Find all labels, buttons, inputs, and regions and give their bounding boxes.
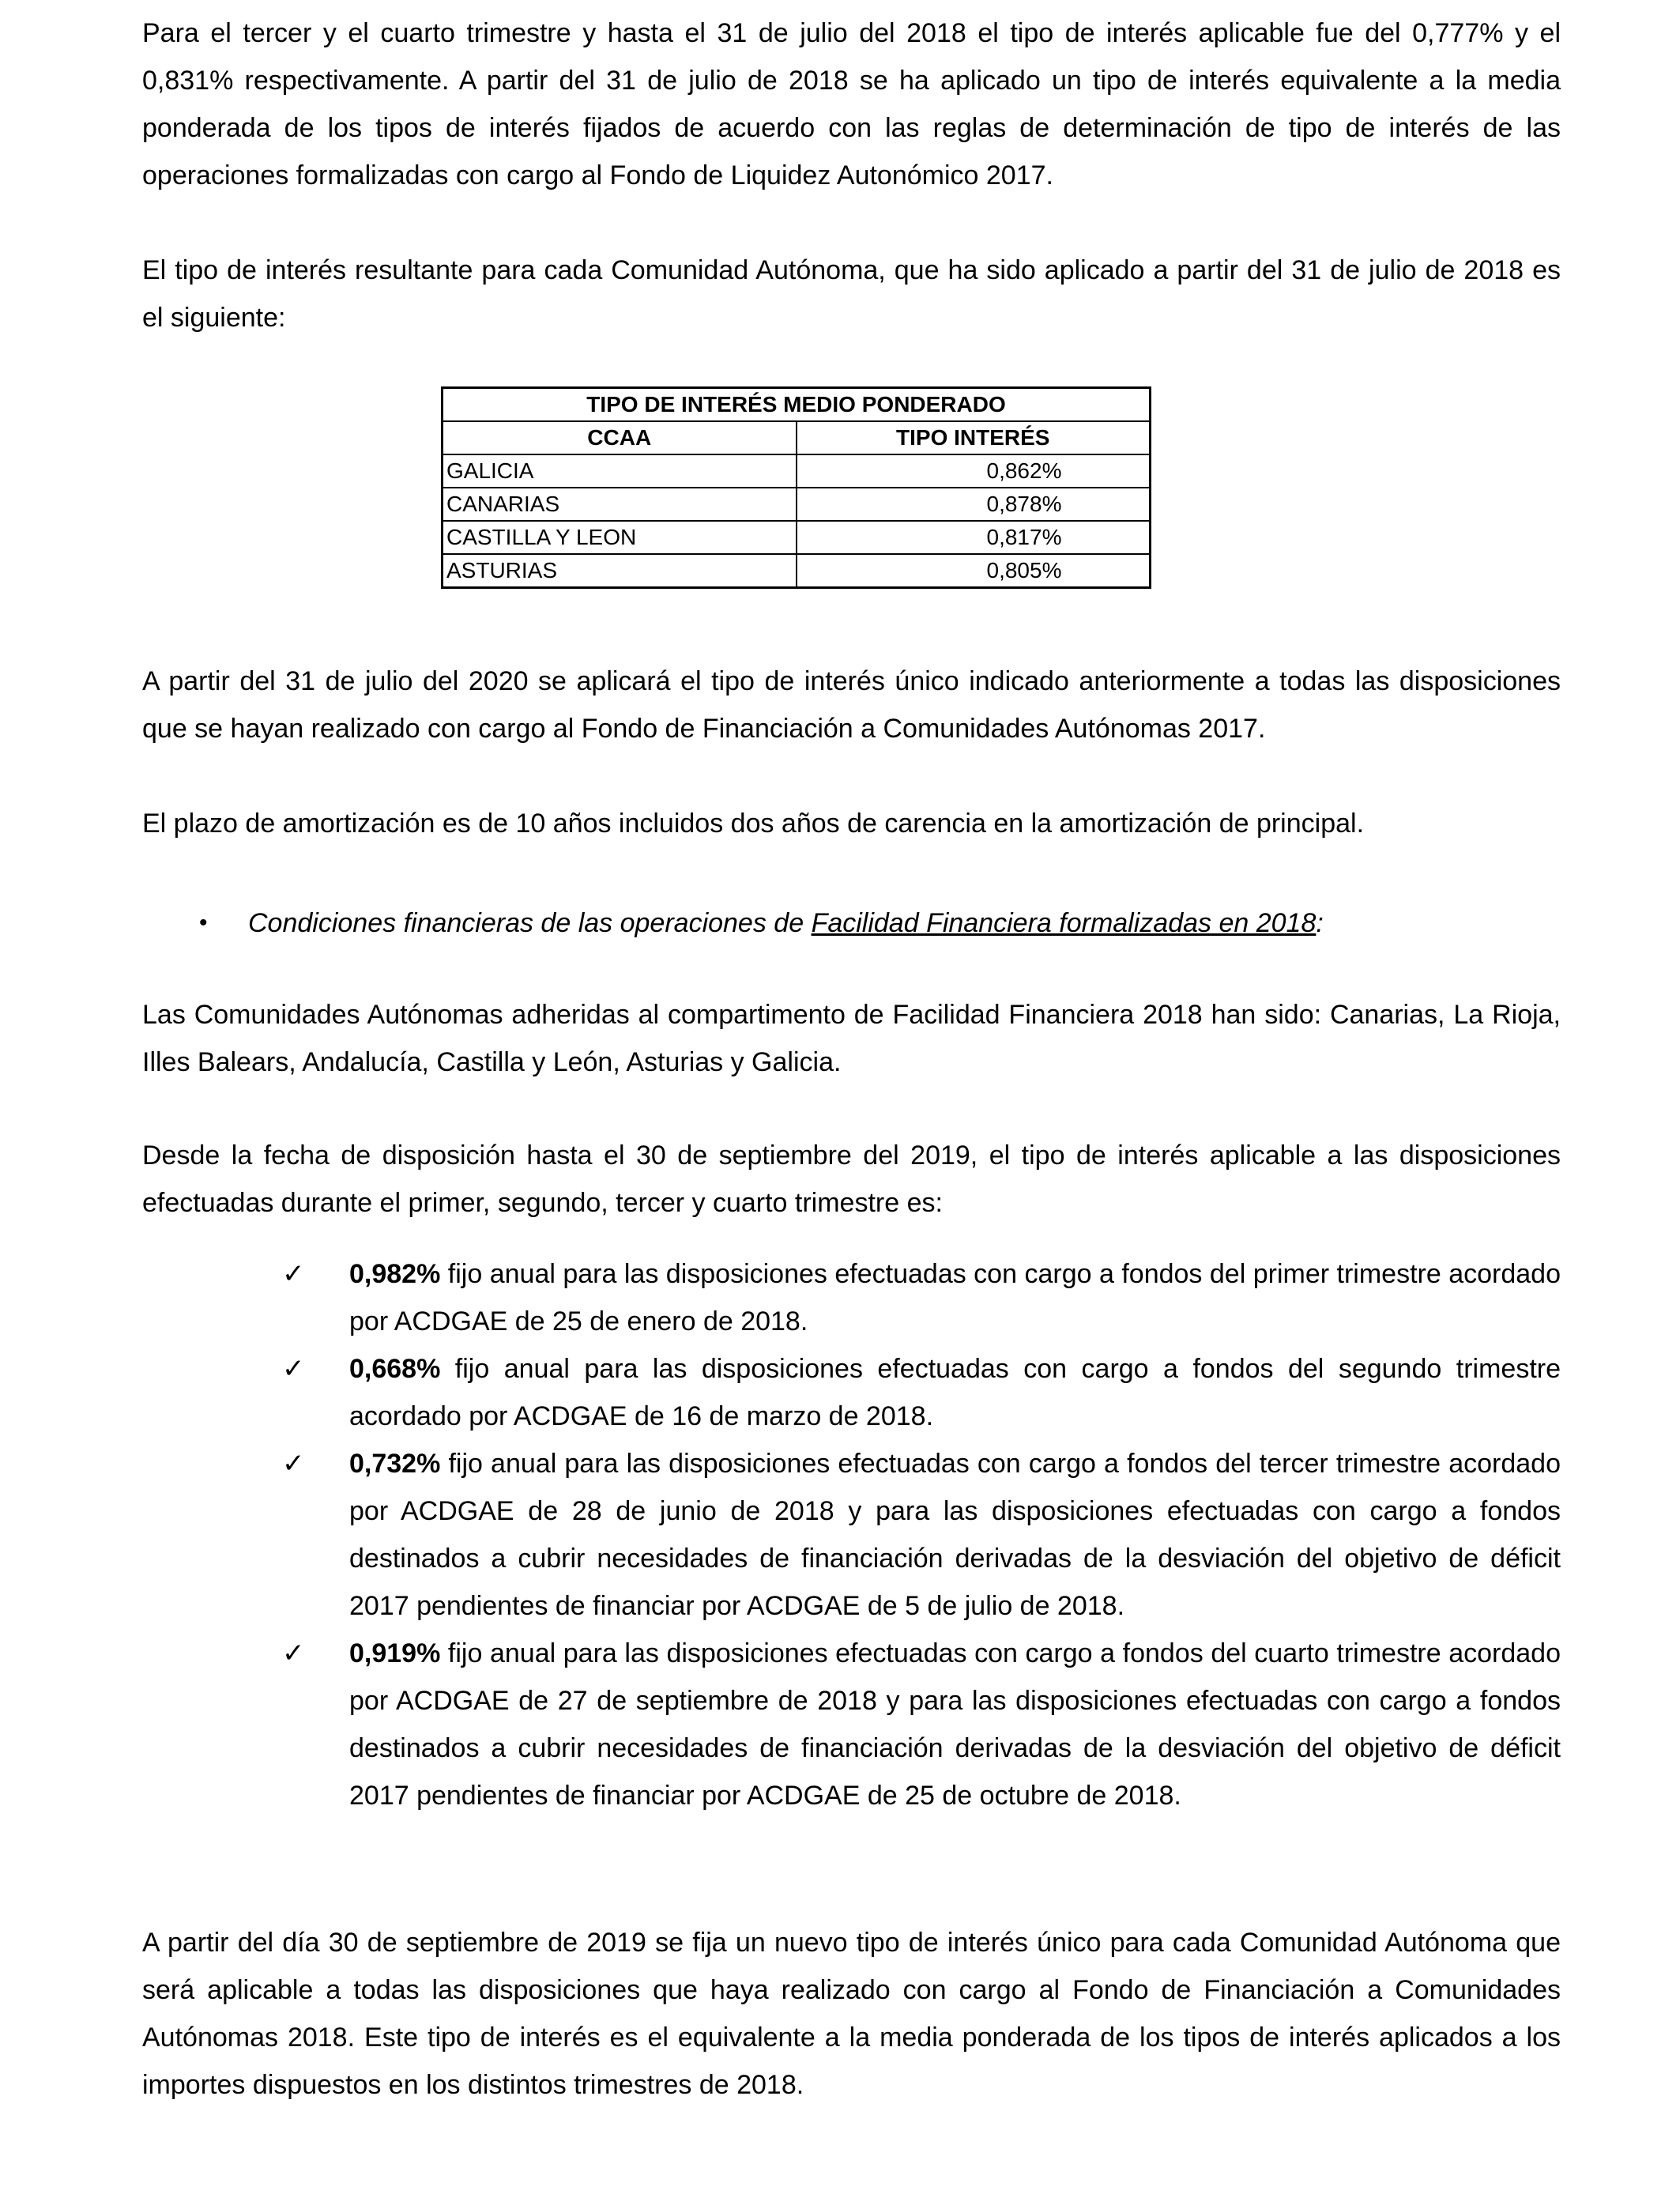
rate-checklist (284, 1250, 1561, 1819)
checkmark-icon: ✓ (282, 1259, 305, 1289)
paragraph-adhered-communities: Las Comunidades Autónomas adheridas al compartimento de Facilidad Financiera 2018 han sido: Canarias, La Rioja, Illes Balears, Andalucía, Castilla y León, Asturias y Galicia. (142, 1000, 1561, 1077)
table-header-ccaa: CCAA (443, 421, 797, 454)
paragraph-interest-rates-2018: Para el tercer y el cuarto trimestre y hasta el 31 de julio del 2018 el tipo de interés aplicable fue del 0,777% y el 0,831% respectivamente. A partir del 31 de julio de 2018 se ha aplicado un tipo de interés equivalente a la media ponderada de los tipos de interés fijados de acuerdo con las reglas de determinación de tipo de interés de las operaciones formalizadas con cargo al Fondo de Liquidez Autonómico 2017. (142, 18, 1561, 190)
list-item: ✓ 0,732% fijo anual para las disposiciones efectuadas con cargo a fondos del tercer trimestre acordado por ACDGAE de 28 de junio de 2018 y para las disposiciones efectuadas con cargo a fondos destinados a cubrir necesidades de financiación derivadas de la desviación del objetivo de déficit 2017 pendientes de financiar por ACDGAE de 5 de julio de 2018. (284, 1440, 1561, 1630)
table-cell-ccaa: CANARIAS (443, 488, 797, 521)
bullet-underlined-text: Facilidad Financiera formalizadas en 2018 (811, 908, 1317, 938)
paragraph-resulting-rate: El tipo de interés resultante para cada Comunidad Autónoma, que ha sido aplicado a partir del 31 de julio de 2018 es el siguiente: (142, 255, 1561, 333)
table-cell-rate: 0,878% (797, 488, 1151, 521)
table-cell-ccaa: ASTURIAS (443, 554, 797, 588)
checkmark-icon: ✓ (282, 1638, 305, 1668)
table-row (443, 488, 1151, 521)
list-item: ✓ 0,919% fijo anual para las disposiciones efectuadas con cargo a fondos del cuarto trimestre acordado por ACDGAE de 27 de septiembre de 2018 y para las disposiciones efectuadas con cargo a fondos destinados a cubrir necesidades de financiación derivadas de la desviación del objetivo de déficit 2017 pendientes de financiar por ACDGAE de 25 de octubre de 2018. (284, 1630, 1561, 1819)
paragraph-single-rate-2020: A partir del 31 de julio del 2020 se aplicará el tipo de interés único indicado anteriormente a todas las disposiciones que se hayan realizado con cargo al Fondo de Financiación a Comunidades Autónomas 2017. (142, 666, 1561, 744)
weighted-interest-table (441, 386, 1151, 589)
table-row (443, 554, 1151, 588)
rate-value: 0,919% (349, 1638, 441, 1668)
table-cell-rate: 0,817% (797, 521, 1151, 554)
table-row (443, 454, 1151, 488)
table-title: TIPO DE INTERÉS MEDIO PONDERADO (443, 388, 1151, 422)
table-cell-ccaa: GALICIA (443, 454, 797, 488)
table-header-rate: TIPO INTERÉS (797, 421, 1151, 454)
bullet-text: Condiciones financieras de las operaciones de Facilidad Financiera formalizadas en 2018: (248, 908, 1324, 938)
paragraph-disposition-rates: Desde la fecha de disposición hasta el 30 de septiembre del 2019, el tipo de interés aplicable a las disposiciones efectuadas durante el primer, segundo, tercer y cuarto trimestre es: (142, 1140, 1561, 1218)
checkmark-icon: ✓ (282, 1354, 305, 1384)
table-cell-rate: 0,805% (797, 554, 1151, 588)
table-cell-rate: 0,862% (797, 454, 1151, 488)
bullet-icon: • (199, 910, 208, 936)
table-cell-ccaa: CASTILLA Y LEON (443, 521, 797, 554)
rate-value: 0,982% (349, 1259, 441, 1289)
table-row (443, 521, 1151, 554)
rate-value: 0,668% (349, 1354, 441, 1384)
paragraph-single-rate-2019: A partir del día 30 de septiembre de 2019 se fija un nuevo tipo de interés único para cada Comunidad Autónoma que será aplicable a todas las disposiciones que haya realizado con cargo al Fondo de Financiación a Comunidades Autónomas 2018. Este tipo de interés es el equivalente a la media ponderada de los tipos de interés aplicados a los importes dispuestos en los distintos trimestres de 2018. (142, 1928, 1561, 2100)
list-item: ✓ 0,668% fijo anual para las disposiciones efectuadas con cargo a fondos del segundo trimestre acordado por ACDGAE de 16 de marzo de 2018. (284, 1345, 1561, 1440)
checkmark-icon: ✓ (282, 1449, 305, 1479)
rate-value: 0,732% (349, 1449, 441, 1479)
paragraph-amortization: El plazo de amortización es de 10 años incluidos dos años de carencia en la amortización de principal. (142, 809, 1365, 839)
list-item: ✓ 0,982% fijo anual para las disposiciones efectuadas con cargo a fondos del primer trimestre acordado por ACDGAE de 25 de enero de 2018. (284, 1250, 1561, 1345)
